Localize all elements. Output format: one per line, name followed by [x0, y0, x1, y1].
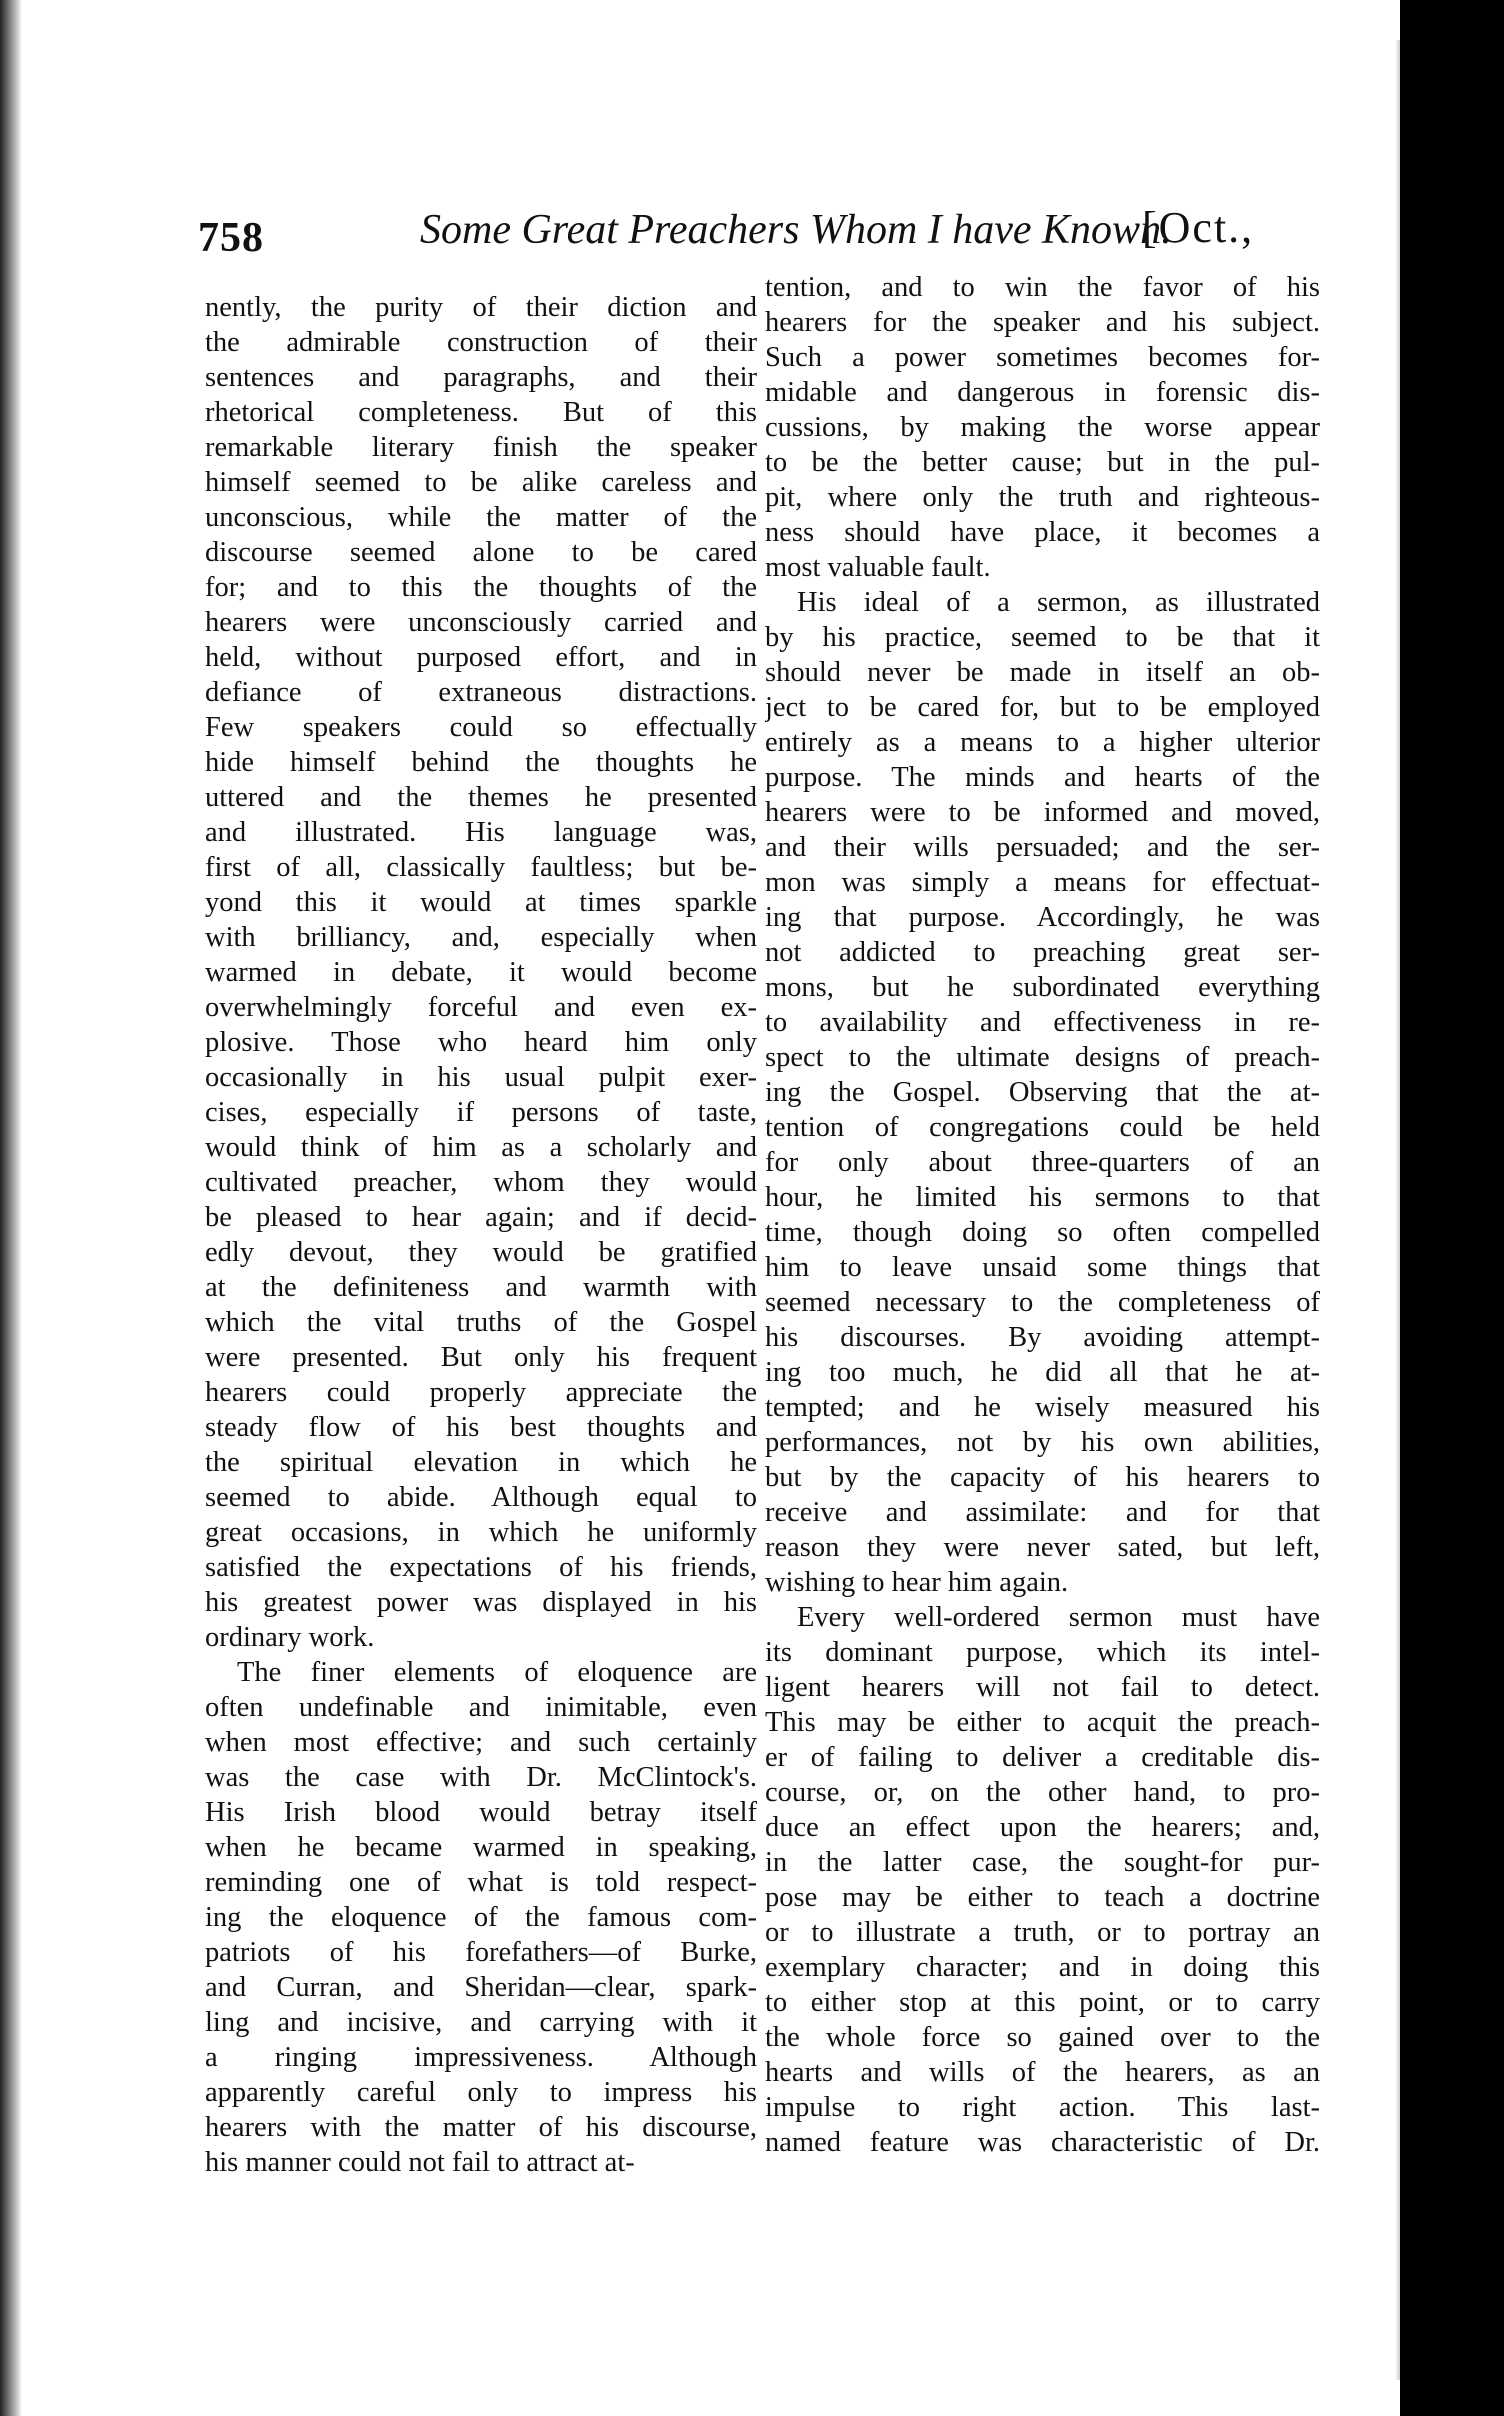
text-line: warmed in debate, it would become	[205, 957, 757, 988]
text-line: cultivated preacher, whom they would	[205, 1167, 757, 1198]
text-line: remarkable literary finish the speaker	[205, 432, 757, 463]
text-line: uttered and the themes he presented	[205, 782, 757, 813]
text-line: ing that purpose. Accordingly, he was	[765, 902, 1320, 933]
text-line: ject to be cared for, but to be employed	[765, 692, 1320, 723]
text-line: tempted; and he wisely measured his	[765, 1392, 1320, 1423]
text-line: to either stop at this point, or to carry	[765, 1987, 1320, 2018]
text-line: entirely as a means to a higher ulterior	[765, 727, 1320, 758]
text-line: pit, where only the truth and righteous-	[765, 482, 1320, 513]
text-line: hearers were unconsciously carried and	[205, 607, 757, 638]
text-line: midable and dangerous in forensic dis-	[765, 377, 1320, 408]
text-line: wishing to hear him again.	[765, 1567, 1069, 1598]
text-line: hearers could properly appreciate the	[205, 1377, 757, 1408]
text-line: exemplary character; and in doing this	[765, 1952, 1320, 1983]
text-line: His ideal of a sermon, as illustrated	[797, 587, 1320, 618]
text-line: time, though doing so often compelled	[765, 1217, 1320, 1248]
text-line: ordinary work.	[205, 1622, 375, 1653]
text-line: er of failing to deliver a creditable dis-	[765, 1742, 1320, 1773]
text-line: by his practice, seemed to be that it	[765, 622, 1320, 653]
text-line: sentences and paragraphs, and their	[205, 362, 757, 393]
text-line: often undefinable and inimitable, even	[205, 1692, 757, 1723]
text-line: its dominant purpose, which its intel-	[765, 1637, 1320, 1668]
text-line: reason they were never sated, but left,	[765, 1532, 1320, 1563]
text-line: ling and incisive, and carrying with it	[205, 2007, 757, 2038]
text-line: hour, he limited his sermons to that	[765, 1182, 1320, 1213]
text-line: receive and assimilate: and for that	[765, 1497, 1320, 1528]
text-line: discourse seemed alone to be cared	[205, 537, 757, 568]
text-line: unconscious, while the matter of the	[205, 502, 757, 533]
text-line: Few speakers could so effectually	[205, 712, 757, 743]
text-line: first of all, classically faultless; but be-	[205, 852, 757, 883]
text-line: mons, but he subordinated everything	[765, 972, 1320, 1003]
text-line: for; and to this the thoughts of the	[205, 572, 757, 603]
right-text-column	[765, 270, 1320, 2160]
scan-border	[1400, 0, 1504, 2416]
text-line: seemed to abide. Although equal to	[205, 1482, 757, 1513]
left-text-column	[205, 290, 757, 2180]
text-line: defiance of extraneous distractions.	[205, 677, 757, 708]
text-line: himself seemed to be alike careless and	[205, 467, 757, 498]
text-line: for only about three-quarters of an	[765, 1147, 1320, 1178]
text-line: Such a power sometimes becomes for-	[765, 342, 1320, 373]
text-line: pose may be either to teach a doctrine	[765, 1882, 1320, 1913]
text-line: but by the capacity of his hearers to	[765, 1462, 1320, 1493]
text-line: mon was simply a means for effectuat-	[765, 867, 1320, 898]
text-line: apparently careful only to impress his	[205, 2077, 757, 2108]
text-line: his greatest power was displayed in his	[205, 1587, 757, 1618]
text-line: hearers for the speaker and his subject.	[765, 307, 1320, 338]
text-line: a ringing impressiveness. Although	[205, 2042, 757, 2073]
text-line: The finer elements of eloquence are	[237, 1657, 757, 1688]
text-line: with brilliancy, and, especially when	[205, 922, 757, 953]
text-line: which the vital truths of the Gospel	[205, 1307, 757, 1338]
text-line: and their wills persuaded; and the ser-	[765, 832, 1320, 863]
text-line: most valuable fault.	[765, 552, 991, 583]
text-line: tention of congregations could be held	[765, 1112, 1320, 1143]
text-line: and Curran, and Sheridan—clear, spark-	[205, 1972, 757, 2003]
text-line: and illustrated. His language was,	[205, 817, 757, 848]
text-line: to be the better cause; but in the pul-	[765, 447, 1320, 478]
text-line: performances, not by his own abilities,	[765, 1427, 1320, 1458]
binding-shadow	[0, 0, 22, 2416]
text-line: steady flow of his best thoughts and	[205, 1412, 757, 1443]
text-line: seemed necessary to the completeness of	[765, 1287, 1320, 1318]
text-line: overwhelmingly forceful and even ex-	[205, 992, 757, 1023]
text-line: rhetorical completeness. But of this	[205, 397, 757, 428]
text-line: This may be either to acquit the preach-	[765, 1707, 1320, 1738]
text-line: his discourses. By avoiding attempt-	[765, 1322, 1320, 1353]
text-line: hearts and wills of the hearers, as an	[765, 2057, 1320, 2088]
text-line: nently, the purity of their diction and	[205, 292, 757, 323]
text-line: him to leave unsaid some things that	[765, 1252, 1320, 1283]
page-number: 758	[198, 215, 264, 261]
text-line: spect to the ultimate designs of preach-	[765, 1042, 1320, 1073]
text-line: at the definiteness and warmth with	[205, 1272, 757, 1303]
text-line: yond this it would at times sparkle	[205, 887, 757, 918]
page-header	[0, 196, 1400, 276]
text-line: His Irish blood would betray itself	[205, 1797, 757, 1828]
text-line: edly devout, they would be gratified	[205, 1237, 757, 1268]
running-date: [Oct.,	[1142, 203, 1255, 252]
text-line: Every well-ordered sermon must have	[797, 1602, 1320, 1633]
text-line: would think of him as a scholarly and	[205, 1132, 757, 1163]
text-line: ness should have place, it becomes a	[765, 517, 1320, 548]
text-line: held, without purposed effort, and in	[205, 642, 757, 673]
text-line: hearers were to be informed and moved,	[765, 797, 1320, 828]
text-line: not addicted to preaching great ser-	[765, 937, 1320, 968]
text-line: satisfied the expectations of his friends,	[205, 1552, 757, 1583]
text-line: when he became warmed in speaking,	[205, 1832, 757, 1863]
text-line: patriots of his forefathers—of Burke,	[205, 1937, 757, 1968]
running-title: Some Great Preachers Whom I have Known.	[420, 207, 1172, 253]
text-line: plosive. Those who heard him only	[205, 1027, 757, 1058]
text-line: was the case with Dr. McClintock's.	[205, 1762, 757, 1793]
text-line: were presented. But only his frequent	[205, 1342, 757, 1373]
text-line: occasionally in his usual pulpit exer-	[205, 1062, 757, 1093]
text-line: cises, especially if persons of taste,	[205, 1097, 757, 1128]
text-line: should never be made in itself an ob-	[765, 657, 1320, 688]
text-line: the admirable construction of their	[205, 327, 757, 358]
text-line: impulse to right action. This last-	[765, 2092, 1320, 2123]
text-line: reminding one of what is told respect-	[205, 1867, 757, 1898]
text-line: ing too much, he did all that he at-	[765, 1357, 1320, 1388]
text-line: to availability and effectiveness in re-	[765, 1007, 1320, 1038]
text-line: the spiritual elevation in which he	[205, 1447, 757, 1478]
text-line: hide himself behind the thoughts he	[205, 747, 757, 778]
text-line: ligent hearers will not fail to detect.	[765, 1672, 1320, 1703]
text-line: cussions, by making the worse appear	[765, 412, 1320, 443]
text-line: the whole force so gained over to the	[765, 2022, 1320, 2053]
text-line: when most effective; and such certainly	[205, 1727, 757, 1758]
text-line: duce an effect upon the hearers; and,	[765, 1812, 1320, 1843]
text-line: course, or, on the other hand, to pro-	[765, 1777, 1320, 1808]
text-line: in the latter case, the sought-for pur-	[765, 1847, 1320, 1878]
text-line: hearers with the matter of his discourse,	[205, 2112, 757, 2143]
text-line: or to illustrate a truth, or to portray an	[765, 1917, 1320, 1948]
text-line: tention, and to win the favor of his	[765, 272, 1320, 303]
text-line: named feature was characteristic of Dr.	[765, 2127, 1320, 2158]
text-line: ing the eloquence of the famous com-	[205, 1902, 757, 1933]
text-line: ing the Gospel. Observing that the at-	[765, 1077, 1320, 1108]
text-line: his manner could not fail to attract at-	[205, 2147, 635, 2178]
text-line: great occasions, in which he uniformly	[205, 1517, 757, 1548]
text-line: purpose. The minds and hearts of the	[765, 762, 1320, 793]
text-line: be pleased to hear again; and if decid-	[205, 1202, 757, 1233]
